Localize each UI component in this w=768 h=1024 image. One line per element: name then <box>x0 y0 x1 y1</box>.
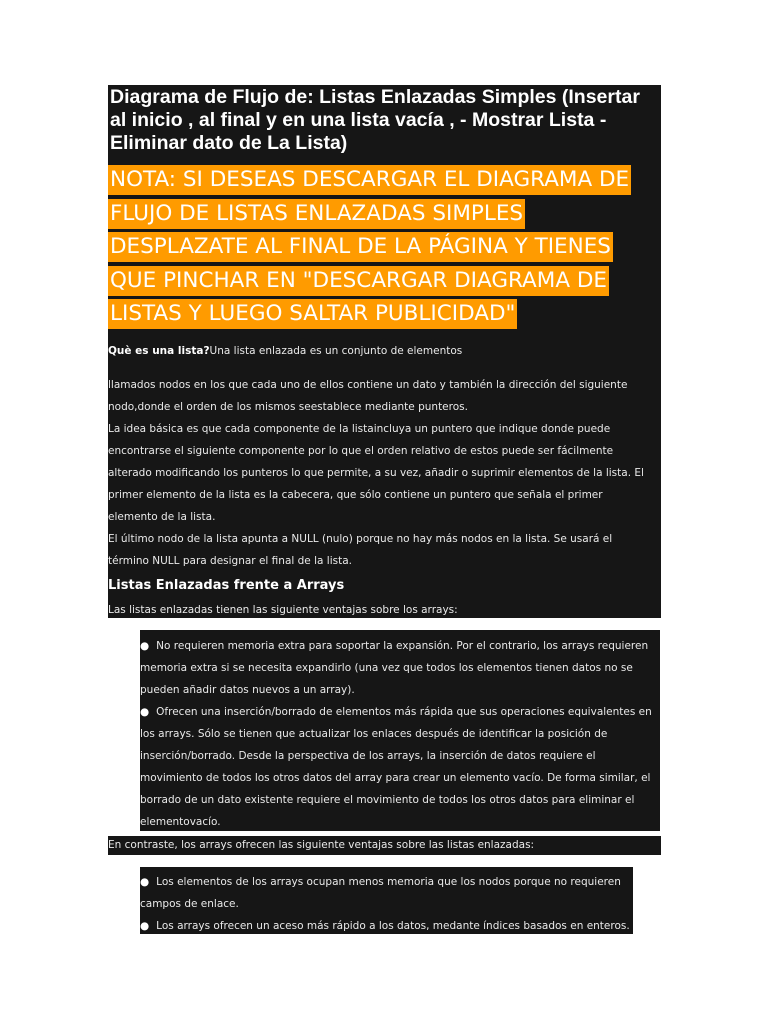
list-item <box>140 635 660 701</box>
list-item-line: elementovacío. <box>140 816 221 828</box>
list-item <box>140 915 633 937</box>
note-line: FLUJO DE LISTAS ENLAZADAS SIMPLES <box>108 199 525 229</box>
list-item-line: inserción/borrado. Desde la perspectiva de los arrays, la inserción de datos requiere el <box>140 750 596 762</box>
definition-line: término NULL para designar el final de la lista. <box>108 555 352 567</box>
question-label: Què es una lista? <box>108 345 210 357</box>
advantages-intro: Las listas enlazadas tienen las siguiente ventajas sobre los arrays: <box>108 604 458 616</box>
list-item-line: Los arrays ofrecen un aceso más rápido a los datos, medante índices basados en enteros. <box>156 920 630 932</box>
definition-line: primer elemento de la lista es la cabecera, que sólo contiene un puntero que señala el primer <box>108 489 603 501</box>
list-item <box>140 701 660 833</box>
contrast-intro: En contraste, los arrays ofrecen las siguiente ventajas sobre las listas enlazadas: <box>108 839 535 851</box>
list-item-line: los arrays. Sólo se tienen que actualizar los enlaces después de identificar la posición de <box>140 728 608 740</box>
definition-line: encontrarse el siguiente componente por lo que el orden relativo de estos puede ser fácilmente <box>108 445 614 457</box>
list-item-line: campos de enlace. <box>140 898 239 910</box>
definition-line: alterado modificando los punteros lo que permite, a su vez, añadir o suprimir elementos de la lista. El <box>108 467 644 479</box>
list-item-line: movimiento de todos los otros datos del array para crear un elemento vacío. De forma similar, el <box>140 772 651 784</box>
definition-line: La idea básica es que cada componente de la listaincluya un puntero que indique donde puede <box>108 423 611 435</box>
advantages-list-block <box>140 630 660 831</box>
list-item-line: borrado de un dato existente requiere el movimiento de todos los otros datos para eliminar el <box>140 794 635 806</box>
list-item-line: No requieren memoria extra para soportar la expansión. Por el contrario, los arrays requieren <box>156 640 649 652</box>
definition-line: elemento de la lista. <box>108 511 216 523</box>
download-note <box>108 163 661 331</box>
article-main-block <box>108 85 661 618</box>
bullet-icon: ● <box>140 876 150 888</box>
page-title: Diagrama de Flujo de: Listas Enlazadas Simples (Insertar al inicio , al final y en una lista vacía , - Mostrar Lista - Eliminar dato de La Lista) <box>110 86 640 154</box>
bullet-icon: ● <box>140 640 150 652</box>
note-line: NOTA: SI DESEAS DESCARGAR EL DIAGRAMA DE <box>108 165 631 195</box>
note-line: QUE PINCHAR EN "DESCARGAR DIAGRAMA DE <box>108 266 609 296</box>
list-item-line: Ofrecen una inserción/borrado de elementos más rápida que sus operaciones equivalentes en <box>156 706 652 718</box>
advantages-list <box>140 635 660 833</box>
bullet-icon: ● <box>140 920 150 932</box>
list-item-line: memoria extra si se necesita expandirlo (una vez que todos los elementos tienen datos no se <box>140 662 633 674</box>
definition-line: El último nodo de la lista apunta a NULL (nulo) porque no hay más nodos en la lista. Se usará el <box>108 533 613 545</box>
question-text: Una lista enlazada es un conjunto de elementos <box>209 345 463 357</box>
list-item-line: pueden añadir datos nuevos a un array). <box>140 684 355 696</box>
contrast-intro-block <box>108 836 661 855</box>
array-advantages-list <box>140 871 633 937</box>
section-heading: Listas Enlazadas frente a Arrays <box>108 578 345 593</box>
note-line: LISTAS Y LUEGO SALTAR PUBLICIDAD" <box>108 299 517 329</box>
definition-line: llamados nodos en los que cada uno de ellos contiene un dato y también la dirección del siguiente <box>108 379 628 391</box>
bullet-icon: ● <box>140 706 150 718</box>
definition-paragraph <box>108 374 661 572</box>
list-item-line: Los elementos de los arrays ocupan menos memoria que los nodos porque no requieren <box>156 876 621 888</box>
list-item <box>140 871 633 915</box>
array-advantages-list-block <box>140 867 633 934</box>
definition-line: nodo,donde el orden de los mismos seestablece mediante punteros. <box>108 401 468 413</box>
note-line: DESPLAZATE AL FINAL DE LA PÁGINA Y TIENES <box>108 232 613 262</box>
definition-question <box>108 340 661 362</box>
